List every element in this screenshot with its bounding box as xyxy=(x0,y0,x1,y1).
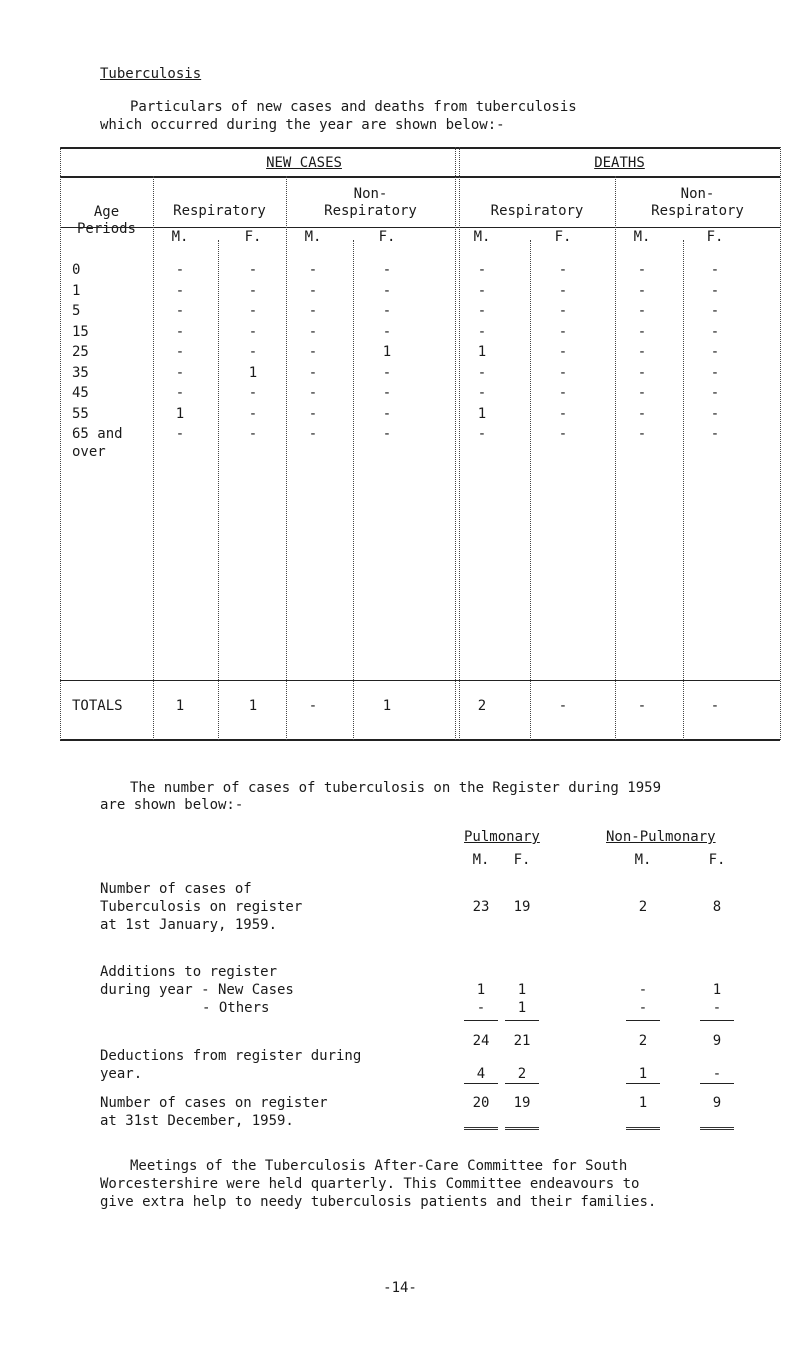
table-cell: - xyxy=(637,426,647,442)
row-label: - Others xyxy=(202,1000,270,1016)
register-cell: 20 xyxy=(472,1095,490,1111)
page-number: -14- xyxy=(383,1280,417,1296)
register-cell: 9 xyxy=(712,1033,722,1049)
totals-label: TOTALS xyxy=(72,698,123,714)
table-cell: - xyxy=(477,262,487,278)
nc-non-header-1: Non- xyxy=(353,186,388,202)
table-cell: - xyxy=(175,323,185,340)
register-cell: - xyxy=(712,1066,722,1082)
row-label: year. xyxy=(100,1066,143,1082)
table-cell: - xyxy=(308,426,318,442)
table-cell: - xyxy=(477,282,487,299)
register-cell: 4 xyxy=(476,1066,486,1082)
table-cell: - xyxy=(382,364,392,381)
table-cell: - xyxy=(248,282,258,299)
t2-sex-header: F. xyxy=(513,852,531,868)
table-cell: - xyxy=(382,262,392,278)
table-cell: - xyxy=(558,364,568,381)
t2-sex-header: F. xyxy=(708,852,726,868)
register-cell: 1 xyxy=(638,1066,648,1082)
register-cell: 21 xyxy=(513,1033,531,1049)
register-cell: 1 xyxy=(517,982,527,998)
nc-non-header-2: Respiratory xyxy=(324,203,417,219)
table-cell: - xyxy=(308,405,318,422)
table-cell: - xyxy=(558,385,568,401)
table-cell: - xyxy=(637,344,647,360)
table-cell: - xyxy=(558,303,568,319)
register-cell: - xyxy=(712,1000,722,1016)
totals-cell: 1 xyxy=(175,698,185,714)
table-cell: - xyxy=(175,282,185,299)
table-cell: - xyxy=(248,385,258,401)
table-cell: - xyxy=(710,282,720,299)
table-cell: - xyxy=(308,385,318,401)
register-cell: 1 xyxy=(517,1000,527,1016)
register-cell: 2 xyxy=(517,1066,527,1082)
register-intro-line-1: The number of cases of tuberculosis on the Register during 1959 xyxy=(130,780,662,796)
table-cell: - xyxy=(248,323,258,340)
sex-header: M. xyxy=(473,229,491,245)
table-cell: - xyxy=(637,405,647,422)
d-non-header-2: Respiratory xyxy=(651,203,744,219)
table-cell: - xyxy=(175,262,185,278)
table-cell: - xyxy=(175,364,185,381)
totals-cell: 1 xyxy=(382,698,392,714)
table-cell: - xyxy=(558,405,568,422)
table-cell: - xyxy=(175,385,185,401)
register-cell: 19 xyxy=(513,1095,531,1111)
row-label: Number of cases on register xyxy=(100,1095,328,1111)
table-cell: - xyxy=(558,344,568,360)
table-cell: - xyxy=(710,385,720,401)
table-cell: - xyxy=(477,323,487,340)
table-cell: - xyxy=(308,364,318,381)
table-cell: - xyxy=(248,344,258,360)
sex-header: F. xyxy=(706,229,724,245)
table-cell: - xyxy=(558,282,568,299)
age-cell: 25 xyxy=(72,344,89,360)
register-cell: 2 xyxy=(638,1033,648,1049)
table-cell: 1 xyxy=(477,344,487,360)
age-cell: 1 xyxy=(72,282,81,299)
age-cell: 55 xyxy=(72,405,89,422)
age-cell: 35 xyxy=(72,364,89,381)
table-cell: 1 xyxy=(175,405,185,422)
closing-line-2: Worcestershire were held quarterly. This Committee endeavours to xyxy=(100,1176,640,1192)
table-cell: - xyxy=(382,426,392,442)
table-cell: - xyxy=(175,303,185,319)
age-cell: 0 xyxy=(72,262,81,278)
table-cell: - xyxy=(637,385,647,401)
register-cell: 23 xyxy=(472,899,490,915)
closing-line-3: give extra help to needy tuberculosis patients and their families. xyxy=(100,1194,657,1210)
table-cell: - xyxy=(308,323,318,340)
register-cell: 8 xyxy=(712,899,722,915)
table-cell: - xyxy=(637,323,647,340)
table-cell: - xyxy=(558,323,568,340)
closing-line-1: Meetings of the Tuberculosis After-Care Committee for South xyxy=(130,1158,628,1174)
row-label: Tuberculosis on register xyxy=(100,899,303,915)
table-cell: - xyxy=(382,323,392,340)
table-cell: - xyxy=(710,364,720,381)
table-cell: - xyxy=(248,262,258,278)
table-cell: - xyxy=(382,405,392,422)
age-cell: 65 and xyxy=(72,426,123,442)
table-cell: - xyxy=(477,426,487,442)
non-pulmonary-header: Non-Pulmonary xyxy=(606,829,716,845)
totals-cell: - xyxy=(637,698,647,714)
sex-header: F. xyxy=(378,229,396,245)
table-cell: - xyxy=(637,282,647,299)
table-cell: - xyxy=(710,323,720,340)
register-cell: 1 xyxy=(476,982,486,998)
row-label: Deductions from register during xyxy=(100,1048,362,1064)
row-label: during year - New Cases xyxy=(100,982,294,998)
intro-line-1: Particulars of new cases and deaths from tuberculosis xyxy=(130,99,577,115)
sex-header: F. xyxy=(244,229,262,245)
register-cell: - xyxy=(638,982,648,998)
table-cell: 1 xyxy=(382,344,392,360)
totals-cell: - xyxy=(308,698,318,714)
table-cell: - xyxy=(308,282,318,299)
totals-cell: - xyxy=(710,698,720,714)
table-cell: - xyxy=(637,364,647,381)
deaths-header: DEATHS xyxy=(594,155,645,171)
register-cell: - xyxy=(476,1000,486,1016)
table-cell: - xyxy=(710,426,720,442)
row-label: at 1st January, 1959. xyxy=(100,917,278,933)
table-cell: - xyxy=(382,303,392,319)
new-cases-header: NEW CASES xyxy=(266,155,342,171)
sex-header: M. xyxy=(633,229,651,245)
register-cell: 19 xyxy=(513,899,531,915)
table-cell: - xyxy=(382,282,392,299)
sex-header: M. xyxy=(304,229,322,245)
table-cell: - xyxy=(637,262,647,278)
table-cell: - xyxy=(477,364,487,381)
table-cell: - xyxy=(308,262,318,278)
table-cell: - xyxy=(710,344,720,360)
table-cell: - xyxy=(477,303,487,319)
table-cell: - xyxy=(637,303,647,319)
page-title: Tuberculosis xyxy=(100,66,202,82)
register-cell: 2 xyxy=(638,899,648,915)
register-cell: 9 xyxy=(712,1095,722,1111)
age-cell: 15 xyxy=(72,323,89,340)
table-cell: - xyxy=(248,303,258,319)
table-cell: - xyxy=(710,405,720,422)
register-cell: 1 xyxy=(638,1095,648,1111)
table-cell: - xyxy=(175,344,185,360)
register-cell: - xyxy=(638,1000,648,1016)
row-label: Number of cases of xyxy=(100,881,252,897)
table-cell: 1 xyxy=(248,364,258,381)
row-label: at 31st December, 1959. xyxy=(100,1113,294,1129)
periods-header: Periods xyxy=(76,221,136,237)
table-cell: - xyxy=(382,385,392,401)
table-cell: - xyxy=(558,426,568,442)
age-cell: 5 xyxy=(72,303,81,319)
age-cell: 45 xyxy=(72,385,89,401)
sex-header: M. xyxy=(171,229,189,245)
table-cell: 1 xyxy=(477,405,487,422)
table-cell: - xyxy=(175,426,185,442)
age-header: Age xyxy=(93,204,120,220)
sex-header: F. xyxy=(554,229,572,245)
register-intro-line-2: are shown below:- xyxy=(100,797,244,813)
intro-line-2: which occurred during the year are shown below:- xyxy=(100,117,505,133)
age-cell-cont: over xyxy=(72,444,106,460)
table-cell: - xyxy=(558,262,568,278)
table-cell: - xyxy=(308,344,318,360)
totals-cell: 1 xyxy=(248,698,258,714)
table-cell: - xyxy=(710,303,720,319)
nc-respiratory-header: Respiratory xyxy=(173,203,266,219)
register-cell: 1 xyxy=(712,982,722,998)
table-cell: - xyxy=(710,262,720,278)
totals-cell: 2 xyxy=(477,698,487,714)
t2-sex-header: M. xyxy=(472,852,490,868)
table-cell: - xyxy=(248,405,258,422)
table-cell: - xyxy=(308,303,318,319)
register-cell: 24 xyxy=(472,1033,490,1049)
d-respiratory-header: Respiratory xyxy=(490,203,584,219)
table-cell: - xyxy=(477,385,487,401)
pulmonary-header: Pulmonary xyxy=(464,829,540,845)
table-cell: - xyxy=(248,426,258,442)
totals-cell: - xyxy=(558,698,568,714)
row-label: Additions to register xyxy=(100,964,278,980)
t2-sex-header: M. xyxy=(634,852,652,868)
d-non-header-1: Non- xyxy=(680,186,715,202)
